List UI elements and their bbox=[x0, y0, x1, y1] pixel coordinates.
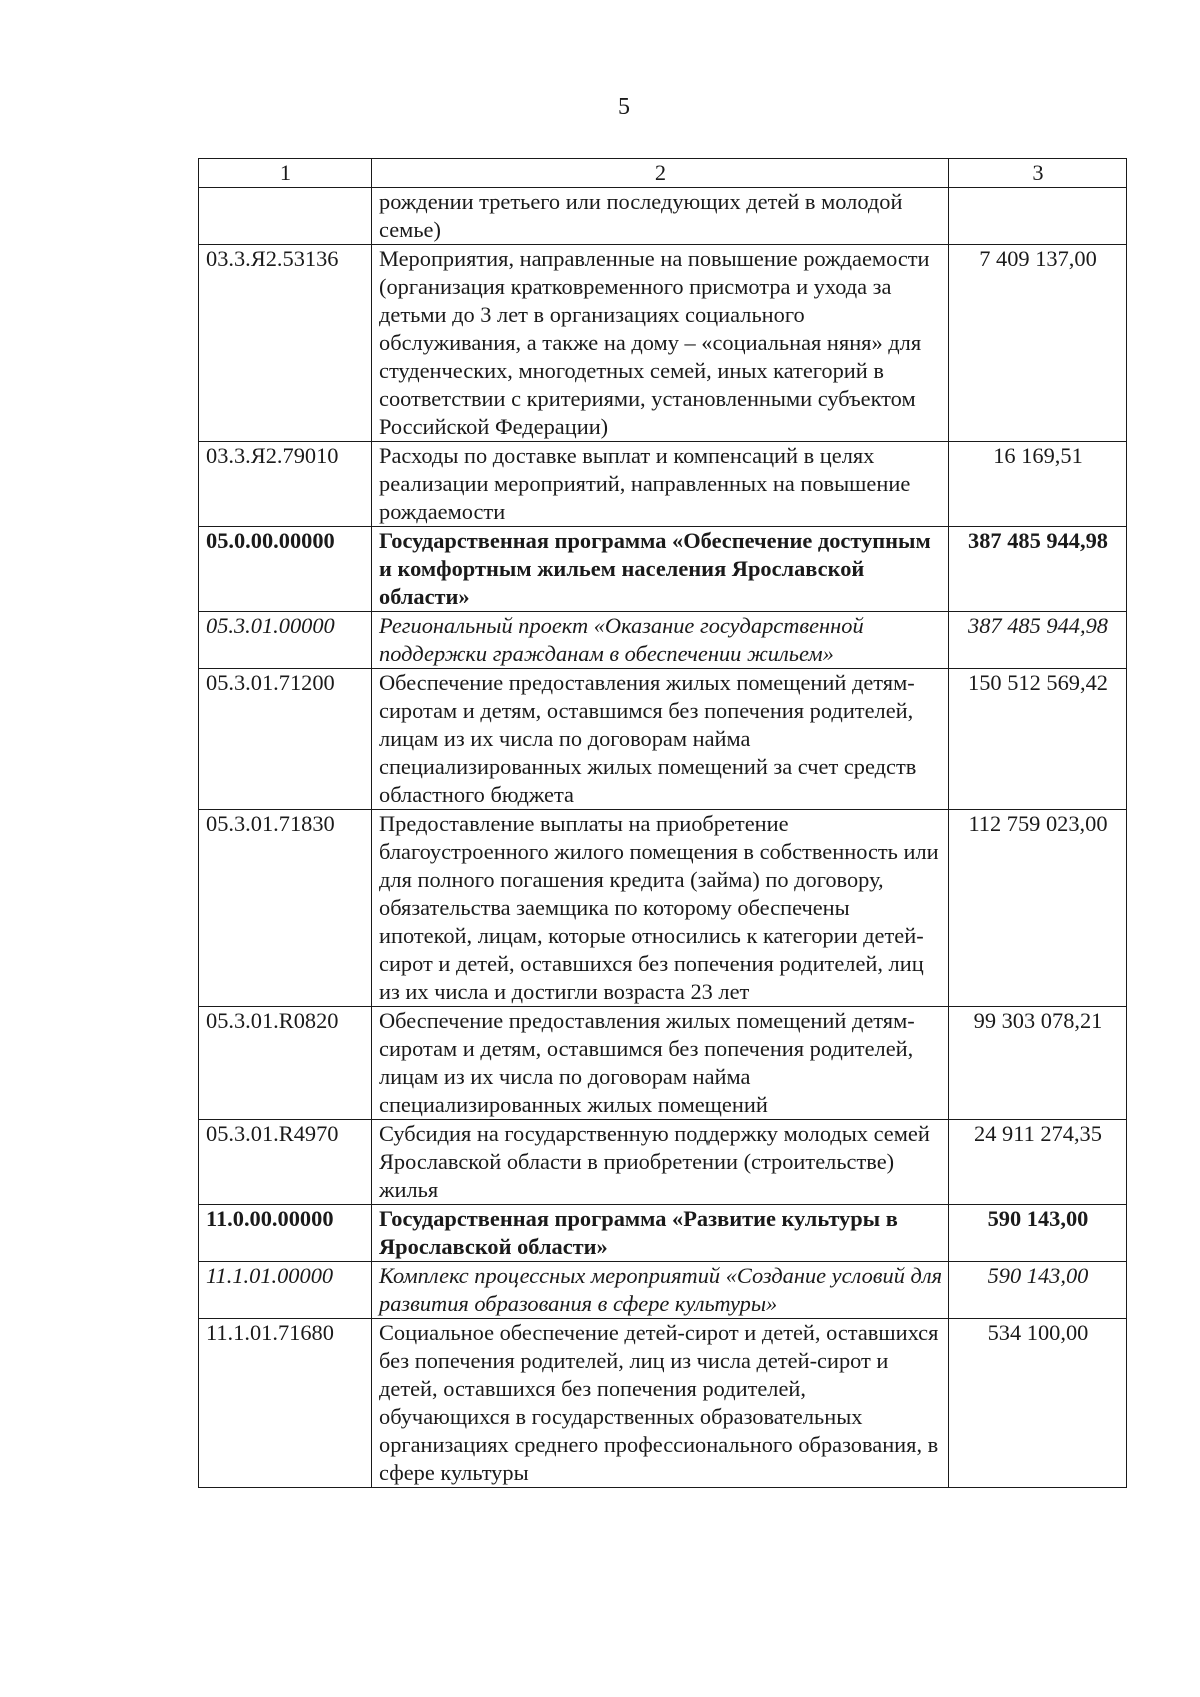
row-name: Обеспечение предоставления жилых помещений детям-сиротам и детям, оставшимся без попечения родителей, лицам из их числа по договорам найма специализированных жилых помещений за счет средств областного бюджета bbox=[372, 669, 949, 810]
table-header-row bbox=[199, 159, 1127, 188]
column-header-name: 2 bbox=[372, 159, 949, 188]
table-row bbox=[199, 442, 1127, 527]
budget-table bbox=[198, 158, 1127, 1488]
column-header-code: 1 bbox=[199, 159, 372, 188]
table-row bbox=[199, 1319, 1127, 1488]
row-amount: 24 911 274,35 bbox=[949, 1120, 1127, 1205]
row-amount: 16 169,51 bbox=[949, 442, 1127, 527]
row-code bbox=[199, 188, 372, 245]
row-amount: 590 143,00 bbox=[949, 1205, 1127, 1262]
row-code: 05.0.00.00000 bbox=[199, 527, 372, 612]
row-amount: 590 143,00 bbox=[949, 1262, 1127, 1319]
table-row bbox=[199, 245, 1127, 442]
row-code: 11.0.00.00000 bbox=[199, 1205, 372, 1262]
row-code: 03.3.Я2.79010 bbox=[199, 442, 372, 527]
row-code: 05.3.01.00000 bbox=[199, 612, 372, 669]
row-name: Комплекс процессных мероприятий «Создание условий для развития образования в сфере культуры» bbox=[372, 1262, 949, 1319]
page-number: 5 bbox=[618, 94, 630, 120]
table-row bbox=[199, 1205, 1127, 1262]
row-name: рождении третьего или последующих детей в молодой семье) bbox=[372, 188, 949, 245]
row-code: 05.3.01.R0820 bbox=[199, 1007, 372, 1120]
row-name: Обеспечение предоставления жилых помещений детям-сиротам и детям, оставшимся без попечения родителей, лицам из их числа по договорам найма специализированных жилых помещений bbox=[372, 1007, 949, 1120]
row-amount: 150 512 569,42 bbox=[949, 669, 1127, 810]
row-code: 03.3.Я2.53136 bbox=[199, 245, 372, 442]
row-name: Мероприятия, направленные на повышение рождаемости (организация кратковременного присмотра и ухода за детьми до 3 лет в организациях социального обслуживания, а также на дому – «социальная няня» для студенческих, многодетных семей, иных категорий в соответствии с критериями, установленными субъектом Российской Федерации) bbox=[372, 245, 949, 442]
table-row bbox=[199, 612, 1127, 669]
row-name: Государственная программа «Обеспечение доступным и комфортным жильем населения Ярославской области» bbox=[372, 527, 949, 612]
row-name: Государственная программа «Развитие культуры в Ярославской области» bbox=[372, 1205, 949, 1262]
row-amount: 7 409 137,00 bbox=[949, 245, 1127, 442]
row-name: Региональный проект «Оказание государственной поддержки гражданам в обеспечении жильем» bbox=[372, 612, 949, 669]
row-amount: 387 485 944,98 bbox=[949, 527, 1127, 612]
table-row bbox=[199, 669, 1127, 810]
row-code: 11.1.01.71680 bbox=[199, 1319, 372, 1488]
row-name: Расходы по доставке выплат и компенсаций в целях реализации мероприятий, направленных на повышение рождаемости bbox=[372, 442, 949, 527]
table-row bbox=[199, 527, 1127, 612]
row-code: 11.1.01.00000 bbox=[199, 1262, 372, 1319]
table-row bbox=[199, 810, 1127, 1007]
row-amount: 99 303 078,21 bbox=[949, 1007, 1127, 1120]
row-code: 05.3.01.71200 bbox=[199, 669, 372, 810]
table-row bbox=[199, 1262, 1127, 1319]
row-amount: 387 485 944,98 bbox=[949, 612, 1127, 669]
row-name: Социальное обеспечение детей-сирот и детей, оставшихся без попечения родителей, лиц из числа детей-сирот и детей, оставшихся без попечения родителей, обучающихся в государственных образовательных организациях среднего профессионального образования, в сфере культуры bbox=[372, 1319, 949, 1488]
row-amount: 534 100,00 bbox=[949, 1319, 1127, 1488]
table-row bbox=[199, 188, 1127, 245]
row-amount: 112 759 023,00 bbox=[949, 810, 1127, 1007]
column-header-amount: 3 bbox=[949, 159, 1127, 188]
row-code: 05.3.01.71830 bbox=[199, 810, 372, 1007]
row-amount bbox=[949, 188, 1127, 245]
row-name: Предоставление выплаты на приобретение благоустроенного жилого помещения в собственность или для полного погашения кредита (займа) по договору, обязательства заемщика по которому обеспечены ипотекой, лицам, которые относились к категории детей-сирот и детей, оставшихся без попечения родителей, лиц из их числа и достигли возраста 23 лет bbox=[372, 810, 949, 1007]
row-code: 05.3.01.R4970 bbox=[199, 1120, 372, 1205]
table-row bbox=[199, 1120, 1127, 1205]
table-row bbox=[199, 1007, 1127, 1120]
row-name: Субсидия на государственную поддержку молодых семей Ярославской области в приобретении (строительстве) жилья bbox=[372, 1120, 949, 1205]
